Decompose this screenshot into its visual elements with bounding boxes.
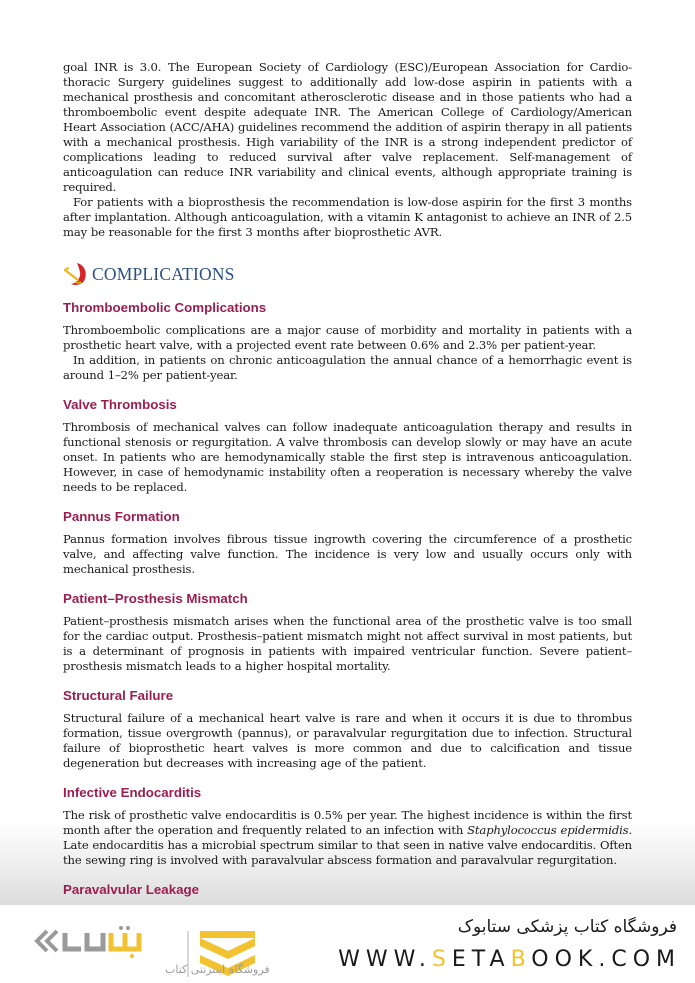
subsection-valve-thrombosis (63, 396, 632, 495)
subsection-heading: Pannus Formation (63, 509, 180, 524)
paragraph-text: The risk of prosthetic valve endocarditis is 0.5% per year. The highest incidence is within the first month after the operation and frequently related to an infection with (63, 808, 632, 837)
subsection-paragraph: Thrombosis of mechanical valves can follow inadequate anticoagulation therapy and results in functional stenosis or regurgitation. A valve thrombosis can develop slowly or may have an acute onset. In patients who are hemodynamically stable the first step is intravenous anticoagulation. However, in case of hemodynamic instability often a reoperation is necessary whereby the valve needs to be replaced. (63, 420, 632, 494)
subsection-paragraph: In addition, in patients on chronic anticoagulation the annual chance of a hemorrhagic event is around 1–2% per patient-year. (63, 353, 632, 382)
subsection-heading: Patient–Prosthesis Mismatch (63, 591, 248, 606)
watermark-footer (0, 905, 695, 982)
url-part: OOK.COM (531, 947, 681, 972)
url-part: ETA (451, 947, 511, 972)
subsection-heading: Thromboembolic Complications (63, 300, 267, 315)
section-swoosh-icon (63, 262, 89, 286)
intro-paragraph-1: goal INR is 3.0. The European Society of Cardiology (ESC)/European Association for Cardio-thoracic Surgery guidelines suggest to additionally add low-dose aspirin in patients with a mechanical prosthesis and concomitant atherosclerotic disease and in those patients who had a thromboembolic event despite adequate INR. The American College of Cardiology/American Heart Association (ACC/AHA) guidelines recommend the addition of aspirin therapy in all patients with a mechanical prosthesis. High variability of the INR is a strong independent predictor of complications leading to reduced survival after valve replacement. Self-management of anticoagulation can reduce INR variability and clinical events, although appropriate training is required. (63, 60, 632, 194)
subsection-heading: Valve Thrombosis (63, 397, 177, 412)
url-part-highlight: S (431, 947, 452, 972)
section-title: COMPLICATIONS (92, 263, 235, 284)
subsection-paravalvular-leakage (63, 881, 632, 899)
shop-title: فروشگاه کتاب پزشکی ستابوک (457, 917, 677, 937)
logo-tagline: فروشگاه اینترنتی کتاب (165, 963, 270, 976)
page-content (63, 60, 632, 905)
subsection-paragraph: Pannus formation involves fibrous tissue ingrowth covering the circumference of a prosthetic valve, and affecting valve function. The incidence is very low and usually occurs only with mechanical prosthesis. (63, 532, 632, 576)
subsection-paragraph: Structural failure of a mechanical heart valve is rare and when it occurs it is due to thrombus formation, tissue overgrowth (pannus), or paravalvular regurgitation due to infection. Structural failure of bioprosthetic heart valves is more common and due to calcification and tissue degeneration but decreases with increasing age of the patient. (63, 711, 632, 770)
shop-url-link[interactable] (338, 947, 681, 972)
subsection-paragraph: Patient–prosthesis mismatch arises when the functional area of the prosthetic valve is too small for the cardiac output. Prosthesis–patient mismatch might not affect survival in most patients, but is a determinant of prognosis in patients with impaired ventricular function. Severe patient–prosthesis mismatch leads to a higher hospital mortality. (63, 614, 632, 673)
url-part: WWW. (338, 947, 432, 972)
organism-name: Staphylococcus epidermidis. (467, 823, 632, 837)
subsection-paragraph: Thromboembolic complications are a major cause of morbidity and mortality in patients with a prosthetic heart valve, with a projected event rate between 0.6% and 2.3% per patient-year. (63, 323, 632, 352)
intro-paragraph-2: For patients with a bioprosthesis the recommendation is low-dose aspirin for the first 3 months after implantation. Although anticoagulation, with a vitamin K antagonist to achieve an INR of 2.5 may be reasonable for the first 3 months after bioprosthetic AVR. (63, 195, 632, 239)
subsection-thromboembolic (63, 299, 632, 383)
paragraph-text: Late endocarditis has a microbial spectrum similar to that seen in native valve endocarditis. Often the sewing ring is involved with paravalvular abscess formation and paravalvular regurgitation. (63, 838, 632, 867)
setabook-logo (25, 925, 275, 983)
section-heading (63, 262, 632, 286)
subsection-heading: Paravalvular Leakage (63, 882, 200, 897)
subsection-heading: Infective Endocarditis (63, 785, 202, 800)
subsection-structural-failure (63, 687, 632, 771)
subsection-infective-endocarditis (63, 784, 632, 868)
subsection-patient-prosthesis-mismatch (63, 590, 632, 674)
url-part-highlight: B (510, 947, 532, 972)
subsection-paragraph (63, 808, 632, 868)
subsection-heading: Structural Failure (63, 688, 174, 703)
subsection-pannus-formation (63, 508, 632, 577)
